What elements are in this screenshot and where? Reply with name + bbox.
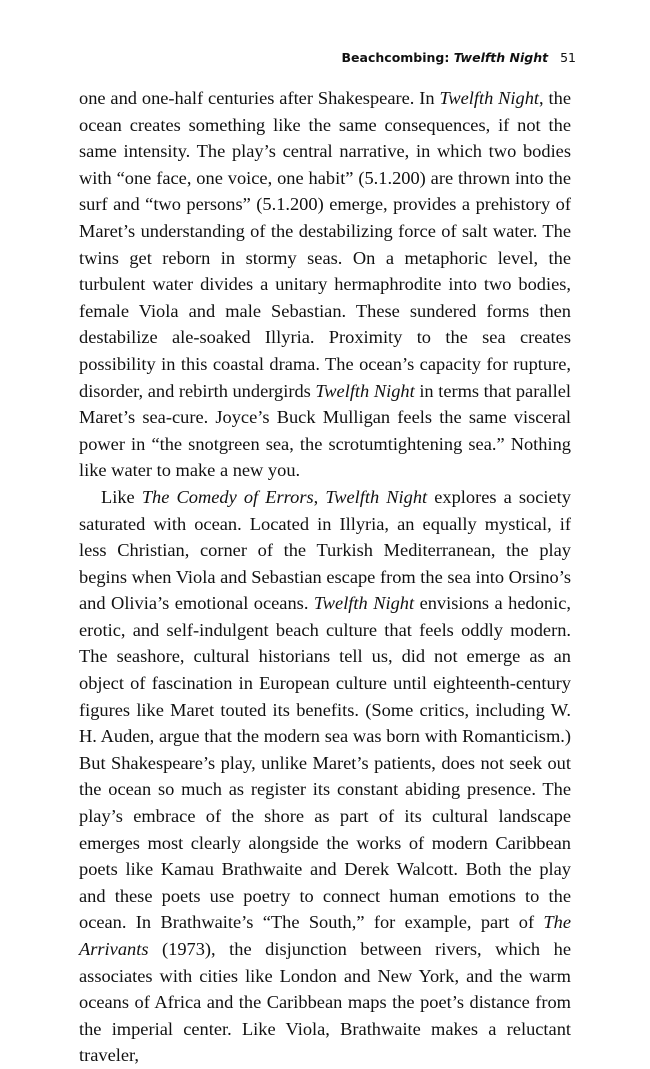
italic-title: Twelfth Night bbox=[439, 88, 540, 108]
running-head-title-prefix: Beachcombing: bbox=[341, 50, 454, 65]
text-run: in terms that parallel Maret’s sea-cure. Joyce’s Buck Mulligan feels the same visceral power in “the snotgreen sea, the scrotumtightening sea.” Nothing like water to make a new you. bbox=[79, 380, 571, 481]
text-run: Like bbox=[101, 486, 142, 507]
text-run: envisions a hedonic, erotic, and self-indulgent beach culture that feels oddly modern. The seashore, cultural historians tell us, did not emerge as an object of fascination in European culture until eighteenth-century figures like Maret touted its benefits. (Some critics, including W. H. Auden, argue that the modern sea was born with Romanticism.) But Shakespeare’s play, unlike Maret’s patients, does not seek out the ocean so much as register its constant abiding presence. The play’s embrace of the shore as part of its cultural landscape emerges most clearly alongside the works of modern Caribbean poets like Kamau Brathwaite and Derek Walcott. Both the play and these poets use poetry to connect human emotions to the ocean. In Brathwaite’s “The South,” for example, part of bbox=[79, 593, 571, 933]
italic-title: The Arrivants bbox=[79, 912, 571, 959]
italic-title: Twelfth Night bbox=[313, 593, 415, 614]
italic-title: Twelfth Night bbox=[325, 486, 428, 507]
body-text bbox=[79, 85, 571, 1069]
paragraph bbox=[79, 484, 571, 1069]
italic-title: The Comedy of Errors bbox=[141, 486, 314, 507]
paragraph bbox=[79, 85, 571, 484]
text-run: (1973), the disjunction between rivers, which he associates with cities like London and New York, and the warm oceans of Africa and the Caribbean maps the poet’s distance from the imperial center. Like Viola, Brathwaite makes a reluctant traveler, bbox=[79, 939, 571, 1066]
text-run: , the ocean creates something like the same consequences, if not the same intensity. The play’s central narrative, in which two bodies with “one face, one voice, one habit” (5.1.200) are thrown into the surf and “two persons” (5.1.200) emerge, provides a prehistory of Maret’s understanding of the destabilizing force of salt water. The twins get reborn in stormy seas. On a metaphoric level, the turbulent water divides a unitary hermaphrodite into two bodies, female Viola and male Sebastian. These sundered forms then destabilize ale-soaked Illyria. Proximity to the sea creates possibility in this coastal drama. The ocean’s capacity for rupture, disorder, and rebirth undergirds bbox=[79, 88, 571, 401]
running-head-title bbox=[342, 50, 549, 65]
running-head-title-italic: Twelfth Night bbox=[453, 50, 549, 65]
text-run: , bbox=[313, 486, 326, 507]
running-head bbox=[342, 50, 576, 65]
text-run: one and one-half centuries after Shakespeare. In bbox=[79, 88, 440, 108]
italic-title: Twelfth Night bbox=[315, 380, 415, 401]
text-run: explores a society saturated with ocean. Located in Illyria, an equally mystical, if less Christian, corner of the Turkish Mediterranean, the play begins when Viola and Sebastian escape from the sea into Orsino’s and Olivia’s emotional oceans. bbox=[79, 486, 571, 614]
page-number: 51 bbox=[560, 50, 576, 65]
